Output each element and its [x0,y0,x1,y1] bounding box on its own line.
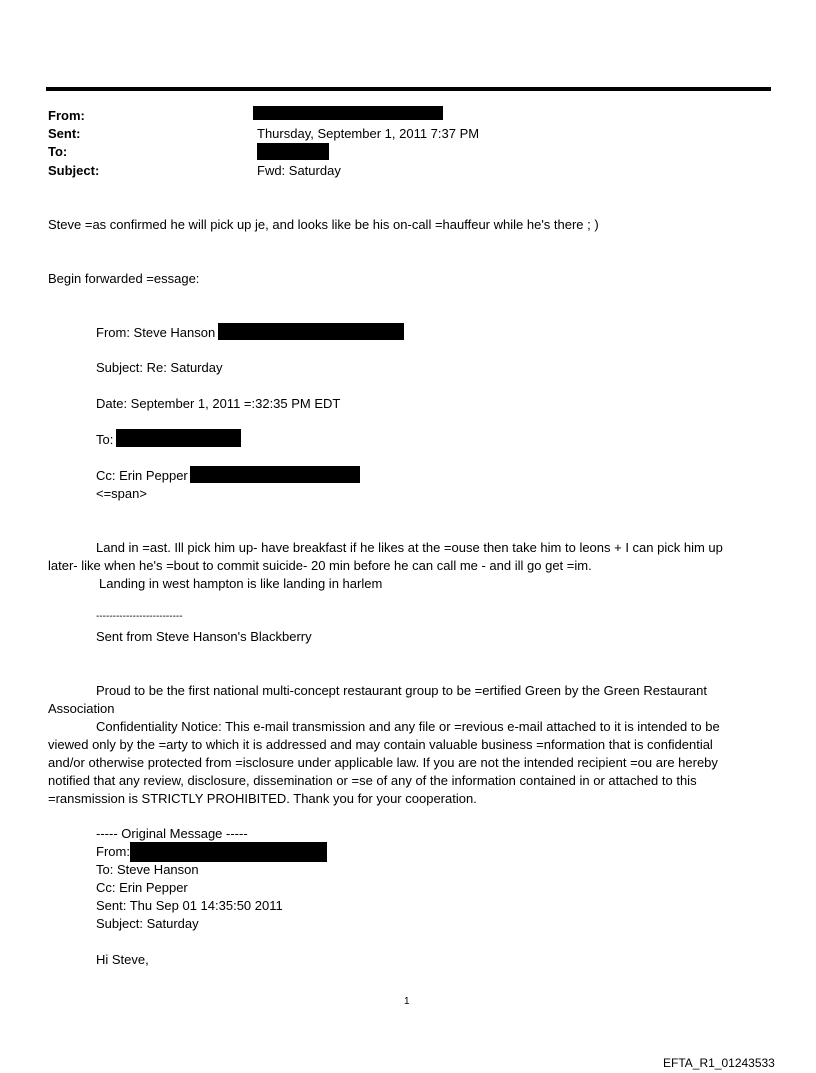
orig-sent: Sent: Thu Sep 01 14:35:50 2011 [96,898,283,913]
confidentiality-line-3: and/or otherwise protected from =isclosure under applicable law. If you are not the intended recipient =ou are hereby [48,755,718,770]
fwd-date: Date: September 1, 2011 =:32:35 PM EDT [96,396,341,411]
redacted-from [253,106,443,120]
msg-line-1: Land in =ast. Ill pick him up- have breakfast if he likes at the =ouse then take him to leons + I can pick him up [96,540,723,555]
msg-line-2: later- like when he's =bout to commit suicide- 20 min before he can call me - and ill go get =im. [48,558,592,573]
fwd-subject: Subject: Re: Saturday [96,360,223,375]
redacted-fwd-from [218,323,404,340]
confidentiality-line-5: =ransmission is STRICTLY PROHIBITED. Thank you for your cooperation. [48,791,477,806]
orig-greeting: Hi Steve, [96,952,149,967]
confidentiality-line-2: viewed only by the =arty to which it is addressed and may contain valuable business =nformation that is confidential [48,737,713,752]
sent-label: Sent: [48,126,81,141]
redacted-fwd-to [116,429,241,447]
subject-label: Subject: [48,163,100,178]
bates-number: EFTA_R1_01243533 [663,1056,775,1070]
sent-from-blackberry: Sent from Steve Hanson's Blackberry [96,629,312,644]
separator-line: -------------------------- [96,611,183,622]
msg-line-3: Landing in west hampton is like landing in harlem [99,576,383,591]
orig-cc: Cc: Erin Pepper [96,880,188,895]
header-rule [46,87,771,91]
orig-to: To: Steve Hanson [96,862,199,877]
subject-value: Fwd: Saturday [257,163,341,178]
orig-from: From: [96,844,130,859]
redacted-fwd-cc [190,466,360,483]
from-label: From: [48,108,85,123]
to-label: To: [48,144,68,159]
confidentiality-line-4: notified that any review, disclosure, dissemination or =se of any of the information contained in or attached to this [48,773,697,788]
confidentiality-line-1: Confidentiality Notice: This e-mail transmission and any file or =revious e-mail attached to it is intended to be [96,719,720,734]
begin-forwarded: Begin forwarded =essage: [48,271,200,286]
original-message-title: ----- Original Message ----- [96,826,248,841]
orig-subject: Subject: Saturday [96,916,199,931]
proud-line-cont: Association [48,701,115,716]
fwd-to: To: [96,432,114,447]
redacted-orig-from [130,842,327,862]
fwd-from: From: Steve Hanson [96,325,216,340]
page-number: 1 [404,996,410,1007]
intro-text: Steve =as confirmed he will pick up je, and looks like be his on-call =hauffeur while he's there ; ) [48,217,599,232]
fwd-span: <=span> [96,486,147,501]
proud-line: Proud to be the first national multi-concept restaurant group to be =ertified Green by the Green Restaurant [96,683,707,698]
redacted-to [257,143,329,160]
sent-value: Thursday, September 1, 2011 7:37 PM [257,126,480,141]
fwd-cc: Cc: Erin Pepper [96,468,188,483]
